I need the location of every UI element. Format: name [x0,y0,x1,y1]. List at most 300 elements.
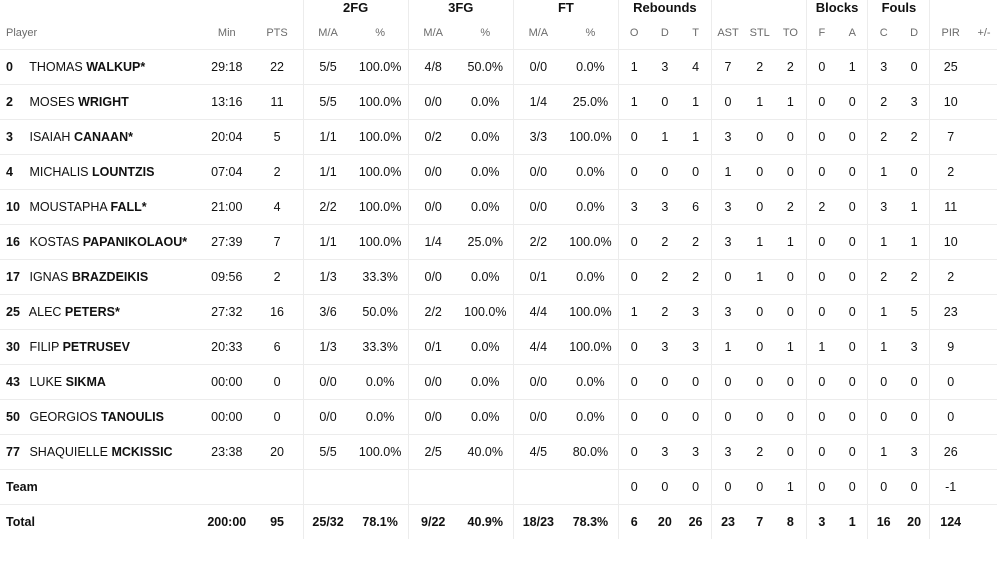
player-first-name: LUKE [26,375,66,389]
cell-fouls-c: 1 [868,225,899,260]
cell-3fg-ma: 0/0 [408,365,457,400]
table-row[interactable] [0,295,997,330]
cell-fouls-d: 3 [899,435,930,470]
cell-stl: 0 [744,400,775,435]
cell-dreb: 20 [657,515,672,529]
cell-pir: 9 [930,330,971,365]
table-row[interactable] [0,50,997,85]
cell-3fg-ma: 0/0 [408,260,457,295]
player-last-name: LOUNTZIS [92,165,155,179]
column-header-row [0,23,997,50]
cell-ft-pct: 25.0% [563,85,619,120]
cell-plusminus [971,295,997,330]
player-last-name: PAPANIKOLAOU [82,235,183,249]
cell-plusminus [971,330,997,365]
cell-3fg-ma: 1/4 [408,225,457,260]
cell-pts: 2 [252,260,304,295]
cell-dreb: 0 [649,155,680,190]
cell-fouls-c: 2 [868,260,899,295]
player-last-name: SIKMA [65,375,106,389]
cell-player[interactable] [0,295,202,330]
cell-fouls-c: 1 [868,155,899,190]
cell-fouls-c: 1 [868,330,899,365]
column-header-ft-pct[interactable]: % [563,23,619,50]
cell-2fg-pct: 0.0% [353,400,409,435]
cell-to: 0 [775,435,806,470]
cell-blocks-a: 1 [837,50,868,85]
column-header-plusminus[interactable]: +/- [971,23,997,50]
cell-plusminus [971,400,997,435]
cell-fouls-d: 20 [907,515,922,529]
cell-dreb: 3 [649,190,680,225]
cell-ast: 3 [711,190,744,225]
cell-stl: 2 [744,435,775,470]
cell-plusminus [971,470,997,505]
cell-2fg-ma: 25/32 [303,505,352,540]
cell-blocks-a: 0 [837,470,868,505]
cell-ft-ma: 0/0 [513,155,562,190]
cell-3fg-pct [458,470,514,505]
cell-ft-ma: 1/4 [513,85,562,120]
cell-blocks-f: 1 [806,330,837,365]
cell-ft-pct: 100.0% [563,225,619,260]
cell-oreb: 3 [619,190,650,225]
cell-ast: 0 [711,260,744,295]
cell-oreb: 1 [619,295,650,330]
player-last-name: PETRUSEV [62,340,130,354]
cell-ft-ma: 4/4 [513,330,562,365]
player-first-name: FILIP [26,340,63,354]
cell-stl: 7 [756,515,764,529]
cell-to: 0 [775,365,806,400]
player-last-name: BRAZDEIKIS [71,270,149,284]
column-header-ast[interactable]: AST [711,23,744,50]
player-last-name: PETERS [64,305,115,319]
cell-fouls-c: 3 [868,50,899,85]
group-header-empty-right [930,0,997,23]
cell-blocks-a: 0 [837,400,868,435]
cell-2fg-pct: 100.0% [353,120,409,155]
player-number: 30 [6,340,20,354]
column-header-ft-ma[interactable]: M/A [513,23,562,50]
cell-blocks-a: 0 [837,155,868,190]
cell-fouls-c: 16 [868,505,899,540]
player-last-name: FALL [110,200,142,214]
cell-ft-ma: 3/3 [513,120,562,155]
cell-pts: 4 [252,190,304,225]
column-header-player[interactable]: Player [0,23,202,50]
cell-2fg-ma [303,470,352,505]
cell-dreb: 2 [649,295,680,330]
cell-treb: 2 [680,260,711,295]
cell-ft-pct: 0.0% [563,365,619,400]
player-number: 43 [6,375,20,389]
cell-to: 1 [775,330,806,365]
cell-3fg-pct: 25.0% [458,225,514,260]
cell-treb: 3 [680,435,711,470]
cell-dreb: 0 [649,85,680,120]
cell-min: 27:39 [202,225,251,260]
cell-ast: 3 [711,225,744,260]
table-row[interactable] [0,330,997,365]
cell-blocks-f: 0 [806,155,837,190]
cell-fouls-d: 5 [899,295,930,330]
player-first-name: SHAQUIELLE [26,445,112,459]
cell-ast: 3 [711,295,744,330]
cell-2fg-pct: 100.0% [353,155,409,190]
cell-min: 20:04 [202,120,251,155]
cell-2fg-ma: 1/3 [303,330,352,365]
cell-blocks-f: 0 [806,365,837,400]
cell-ft-pct: 0.0% [563,260,619,295]
player-last-name: TANOULIS [101,410,164,424]
cell-blocks-f: 0 [806,260,837,295]
cell-blocks-f: 0 [806,85,837,120]
cell-pts: 0 [252,400,304,435]
cell-oreb: 0 [619,435,650,470]
cell-min: 20:33 [202,330,251,365]
cell-player[interactable] [0,330,202,365]
table-row[interactable] [0,260,997,295]
player-first-name: KOSTAS [26,235,83,249]
player-first-name: MOSES [26,95,79,109]
column-header-stl[interactable]: STL [744,23,775,50]
cell-min: 21:00 [202,190,251,225]
cell-treb: 4 [680,50,711,85]
table-row[interactable] [0,85,997,120]
table-row[interactable] [0,435,997,470]
group-header-empty-playmaking [711,0,806,23]
cell-treb: 0 [680,400,711,435]
table-row[interactable] [0,225,997,260]
cell-to: 2 [775,190,806,225]
column-header-2fg-pct[interactable]: % [353,23,409,50]
player-number: 50 [6,410,20,424]
starter-marker: * [128,130,133,144]
cell-fouls-d: 0 [899,365,930,400]
cell-fouls-d: 3 [899,85,930,120]
group-header-3fg: 3FG [408,0,513,23]
table-body [0,50,997,540]
cell-stl: 0 [744,365,775,400]
cell-fouls-c: 2 [868,120,899,155]
cell-pir: 2 [930,155,971,190]
cell-blocks-f: 2 [806,190,837,225]
cell-min: 27:32 [202,295,251,330]
table-row[interactable] [0,155,997,190]
cell-2fg-pct [353,470,409,505]
cell-pir: 11 [930,190,971,225]
player-number: 17 [6,270,20,284]
cell-blocks-f: 0 [806,225,837,260]
cell-dreb: 0 [649,365,680,400]
column-header-blocks-f[interactable]: F [806,23,837,50]
table-row[interactable] [0,190,997,225]
cell-min: 07:04 [202,155,251,190]
cell-3fg-pct: 0.0% [458,365,514,400]
cell-ast: 7 [711,50,744,85]
cell-2fg-pct: 78.1% [362,515,398,529]
cell-pts: 7 [252,225,304,260]
cell-2fg-ma: 5/5 [303,85,352,120]
cell-treb: 26 [688,515,703,529]
cell-ft-pct: 100.0% [563,295,619,330]
cell-ast: 0 [711,85,744,120]
cell-2fg-ma: 5/5 [303,50,352,85]
cell-2fg-ma: 1/1 [303,120,352,155]
cell-ast: 0 [711,365,744,400]
column-header-pts[interactable]: PTS [252,23,304,50]
cell-ft-pct: 80.0% [563,435,619,470]
cell-dreb: 3 [649,435,680,470]
cell-2fg-ma: 1/1 [303,155,352,190]
table-header [0,0,997,50]
column-header-to[interactable]: TO [775,23,806,50]
cell-ft-pct: 78.3% [572,515,609,529]
total-row [0,505,997,540]
cell-stl: 1 [744,225,775,260]
cell-to: 8 [786,515,794,529]
group-header-rebounds: Rebounds [619,0,712,23]
cell-dreb: 0 [649,400,680,435]
cell-blocks-a: 0 [837,330,868,365]
cell-ast: 0 [711,470,744,505]
cell-2fg-ma: 5/5 [303,435,352,470]
column-header-2fg-ma[interactable]: M/A [303,23,352,50]
starter-marker: * [140,60,146,74]
cell-blocks-f: 0 [806,295,837,330]
cell-ft-pct: 0.0% [563,400,619,435]
cell-pir: 0 [930,365,971,400]
player-number: 2 [6,95,13,109]
cell-fouls-d: 0 [899,50,930,85]
player-number: 4 [6,165,13,179]
table-row[interactable] [0,365,997,400]
cell-2fg-ma: 3/6 [303,295,352,330]
cell-player[interactable] [0,260,202,295]
player-last-name: WRIGHT [78,95,129,109]
group-header-2fg: 2FG [303,0,408,23]
cell-stl: 0 [744,120,775,155]
cell-pts: 20 [252,435,304,470]
cell-treb: 1 [680,85,711,120]
cell-player[interactable] [0,435,202,470]
player-first-name: MICHALIS [26,165,92,179]
cell-pir: 7 [930,120,971,155]
cell-treb: 2 [680,225,711,260]
column-header-3fg-pct[interactable]: % [458,23,514,50]
player-first-name: GEORGIOS [26,410,102,424]
cell-2fg-pct: 100.0% [353,435,409,470]
cell-blocks-f: 0 [806,120,837,155]
cell-ft-pct [563,470,619,505]
cell-ft-ma: 0/0 [513,50,562,85]
column-header-oreb[interactable]: O [619,23,650,50]
cell-3fg-ma: 9/22 [408,505,457,540]
cell-3fg-ma: 0/0 [408,155,457,190]
cell-fouls-d: 3 [899,330,930,365]
group-header-empty-left [0,0,303,23]
column-header-3fg-ma[interactable]: M/A [408,23,457,50]
cell-pts: 16 [252,295,304,330]
cell-to: 1 [775,225,806,260]
cell-2fg-ma: 0/0 [303,365,352,400]
cell-player[interactable] [0,50,202,85]
cell-treb: 3 [680,295,711,330]
cell-2fg-pct: 100.0% [353,225,409,260]
cell-blocks-a: 0 [837,120,868,155]
cell-blocks-a: 0 [837,225,868,260]
cell-ft-pct: 0.0% [563,190,619,225]
cell-player[interactable] [0,120,202,155]
cell-plusminus [971,50,997,85]
cell-fouls-d: 0 [899,470,930,505]
cell-treb: 1 [680,120,711,155]
cell-oreb: 1 [619,85,650,120]
cell-3fg-pct: 0.0% [458,155,514,190]
cell-fouls-d: 2 [899,120,930,155]
team-row-label: Team [0,470,202,505]
cell-ft-ma: 4/5 [513,435,562,470]
cell-stl: 0 [744,330,775,365]
cell-ft-ma: 0/0 [513,190,562,225]
cell-ft-ma: 18/23 [513,505,562,540]
cell-min: 00:00 [202,365,251,400]
cell-2fg-pct: 100.0% [353,190,409,225]
cell-3fg-ma: 4/8 [408,50,457,85]
cell-player[interactable] [0,365,202,400]
cell-2fg-ma: 0/0 [303,400,352,435]
cell-blocks-f: 0 [806,435,837,470]
cell-player[interactable] [0,225,202,260]
cell-ast: 1 [711,330,744,365]
cell-fouls-c: 3 [868,190,899,225]
cell-min [202,470,251,505]
cell-pir: 25 [930,50,971,85]
table-row[interactable] [0,400,997,435]
cell-fouls-d: 2 [899,260,930,295]
cell-3fg-ma: 2/5 [408,435,457,470]
cell-oreb: 0 [619,400,650,435]
cell-player[interactable] [0,155,202,190]
cell-blocks-f: 0 [806,470,837,505]
cell-3fg-pct: 40.0% [458,435,514,470]
cell-player[interactable] [0,190,202,225]
cell-treb: 0 [680,155,711,190]
cell-pir: 124 [930,505,971,540]
cell-plusminus [971,435,997,470]
cell-pts: 0 [252,365,304,400]
cell-to: 0 [775,295,806,330]
cell-3fg-pct: 50.0% [458,50,514,85]
cell-player[interactable] [0,400,202,435]
cell-ast: 23 [711,505,744,540]
cell-2fg-ma: 1/1 [303,225,352,260]
column-header-fouls-d[interactable]: D [899,23,930,50]
cell-plusminus [971,120,997,155]
cell-to: 0 [775,400,806,435]
cell-ft-ma: 0/1 [513,260,562,295]
cell-stl: 0 [744,470,775,505]
cell-3fg-pct: 0.0% [458,190,514,225]
cell-min: 13:16 [202,85,251,120]
cell-pir: 26 [930,435,971,470]
cell-fouls-d: 1 [899,190,930,225]
cell-player[interactable] [0,85,202,120]
player-first-name: ALEC [26,305,65,319]
cell-fouls-c: 0 [868,400,899,435]
cell-ft-ma [513,470,562,505]
cell-blocks-f: 3 [806,505,837,540]
column-header-dreb[interactable]: D [649,23,680,50]
starter-marker: * [141,200,147,214]
cell-2fg-pct: 33.3% [353,260,409,295]
cell-3fg-pct: 0.0% [458,120,514,155]
group-header-blocks: Blocks [806,0,868,23]
player-first-name: IGNAS [26,270,72,284]
group-header-row [0,0,997,23]
cell-treb: 0 [680,470,711,505]
cell-blocks-a: 1 [848,515,856,529]
table-row[interactable] [0,120,997,155]
cell-stl: 1 [744,85,775,120]
cell-dreb: 2 [649,260,680,295]
cell-ast: 3 [711,120,744,155]
cell-stl: 0 [744,295,775,330]
cell-ast: 0 [711,400,744,435]
column-header-treb[interactable]: T [680,23,711,50]
cell-oreb: 0 [619,120,650,155]
group-header-ft: FT [513,0,618,23]
cell-blocks-a: 0 [837,435,868,470]
column-header-fouls-c[interactable]: C [868,23,899,50]
cell-min: 29:18 [202,50,251,85]
cell-fouls-c: 1 [868,295,899,330]
player-first-name: MOUSTAPHA [26,200,111,214]
column-header-min[interactable]: Min [202,23,251,50]
player-number: 16 [6,235,20,249]
cell-3fg-ma: 2/2 [408,295,457,330]
cell-stl: 2 [744,50,775,85]
cell-stl: 1 [744,260,775,295]
cell-3fg-pct: 0.0% [458,260,514,295]
cell-ft-ma: 4/4 [513,295,562,330]
cell-blocks-a: 0 [837,295,868,330]
cell-ft-ma: 0/0 [513,365,562,400]
player-number: 0 [6,60,13,74]
column-header-pir[interactable]: PIR [930,23,971,50]
player-first-name: THOMAS [26,60,87,74]
cell-ast: 3 [711,435,744,470]
cell-oreb: 0 [619,470,650,505]
column-header-blocks-a[interactable]: A [837,23,868,50]
cell-3fg-ma: 0/0 [408,85,457,120]
player-number: 77 [6,445,20,459]
cell-plusminus [971,85,997,120]
player-number: 10 [6,200,20,214]
cell-pir: 10 [930,225,971,260]
cell-treb: 3 [680,330,711,365]
cell-min: 00:00 [202,400,251,435]
cell-stl: 0 [744,155,775,190]
cell-2fg-pct: 0.0% [353,365,409,400]
cell-pts: 95 [270,515,284,529]
player-last-name: MCKISSIC [111,445,173,459]
cell-pts: 2 [252,155,304,190]
cell-3fg-ma [408,470,457,505]
cell-plusminus [971,225,997,260]
cell-to: 0 [775,260,806,295]
